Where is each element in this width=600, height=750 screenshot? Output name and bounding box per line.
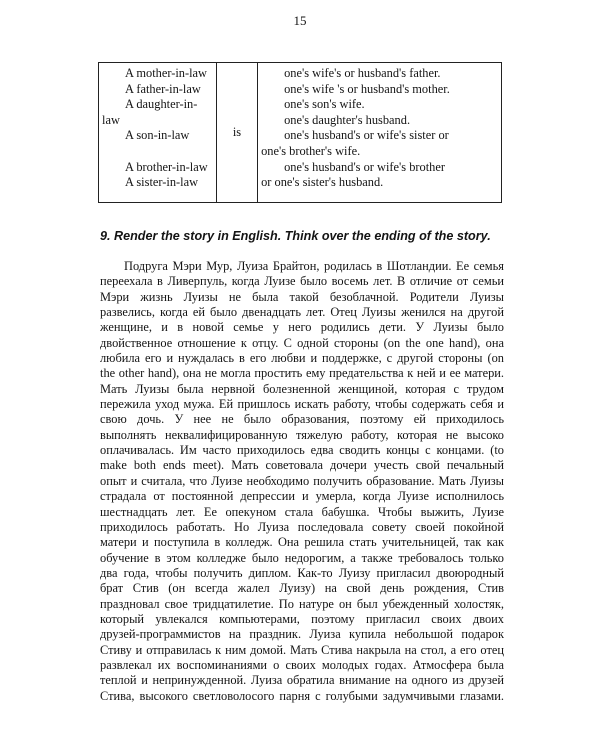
story-line: приходилось работать. Но Луиза последовала совету своей покойной [100,519,504,534]
term-line: A son-in-law [125,128,190,143]
story-line: обучение в этом колледже было недорогим, а также требовалось только [100,550,504,565]
story-line: Стиву и отправилась к ним домой. Мать Стива накрыла на стол, а его отец [100,642,504,657]
story-line: женщине, и в новой семье у него родились дети. У Луизы было [100,320,504,335]
story-line: Мэри жизнь Луизы не была такой безоблачной. Родители Луизы [100,289,504,304]
term-line: A father-in-law [125,81,201,96]
vocabulary-table [98,62,502,203]
story-line: друзей-программистов на праздник. Луиза купила небольшой подарок [100,627,504,642]
story-line: два года, чтобы получить диплом. Как-то Луизу пригласил двоюродный [100,565,504,580]
story-line: Подруга Мэри Мур, Луиза Брайтон, родилась в Шотландии. Ее семья [124,259,504,273]
story-line: страдала от постоянной депрессии и умерла, когда Луизе исполнилось [100,489,504,504]
story-line: переехала в Ливерпуль, когда Луизе было восемь лет. В отличие от семьи [100,274,504,289]
term-line: A sister-in-law [125,175,199,190]
term-line: A mother-in-law [125,66,207,80]
definition-line: one's son's wife. [284,97,365,112]
story-line: развелись, когда ей было двенадцать лет. Отец Луизы женился на другой [100,305,504,320]
term-line: A brother-in-law [125,159,208,174]
term-line [99,144,216,160]
story-line: опыт и считала, что Луизе необходимо получить образование. Мать Луизы [100,473,504,488]
story-line: брат Стив (он всегда жалел Луизу) на свой день рождения, Стив [100,581,504,596]
definition-line: one's wife 's or husband's mother. [284,81,450,96]
term-line: law [102,112,120,127]
story-line: оплачивалась. Им часто приходилось едва сводить концы с концами. (to [100,443,504,458]
definitions-cell [258,63,502,203]
story-line: шестнадцать лет. Ее опекуном стала бабушка. Чтобы выжить, Луизе [100,504,504,519]
story-line: Стива, высокого светловолосого парня с голубыми задумчивыми глазами. [100,688,504,703]
term-line: A daughter-in- [125,97,198,112]
story-line: двойственное отношение к отцу. С одной стороны (on the one hand), она [100,335,504,350]
story-line: пережила уход мужа. Ей пришлось искать работу, чтобы содержать себя и [100,397,504,412]
story-line: праздновал свое тридцатилетие. По натуре он был убежденный холостяк, [100,596,504,611]
story-line: выполнять неквалифицированную тяжелую работу, которая не высоко [100,427,504,442]
definition-line: one's wife's or husband's father. [284,66,441,80]
definition-line: one's brother's wife. [261,143,361,158]
story-line: любила его и нуждалась в его любви и поддержке, с другой стороны (on [100,351,504,366]
definition-line: one's husband's or wife's brother [284,159,445,174]
story-line: make both ends meet). Мать советовала дочери учесть свой печальный [100,458,504,473]
page-number: 15 [293,13,307,28]
story-line: который увлекался компьютерами, поэтому пригласил своих двоих [100,611,504,626]
story-line: теплой и непринужденной. Луиза обратила внимание на одного из друзей [100,673,504,688]
definition-line: one's husband's or wife's sister or [284,128,449,143]
task-heading: 9. Render the story in English. Think over the ending of the story. [100,229,491,243]
story-line: развлекал их воспоминаниями о своих молодых годах. Атмосфера была [100,657,504,672]
story-text [100,259,504,704]
story-line: the other hand), она не могла простить ему предательства к ней и ее матери. [100,366,504,381]
connector-text: is [232,124,242,139]
terms-cell [99,63,217,203]
connector-cell [216,63,257,203]
story-line: свою дочь. У нее не было образования, поэтому ей приходилось [100,412,504,427]
table-row [99,63,502,203]
definition-line: one's daughter's husband. [284,112,411,127]
definition-line: or one's sister's husband. [261,175,384,190]
story-line: матери и поступила в колледж. Она решила стать учительницей, так как [100,535,504,550]
story-line: Мать Луизы была нервной болезненной женщиной, которая с трудом [100,381,504,396]
